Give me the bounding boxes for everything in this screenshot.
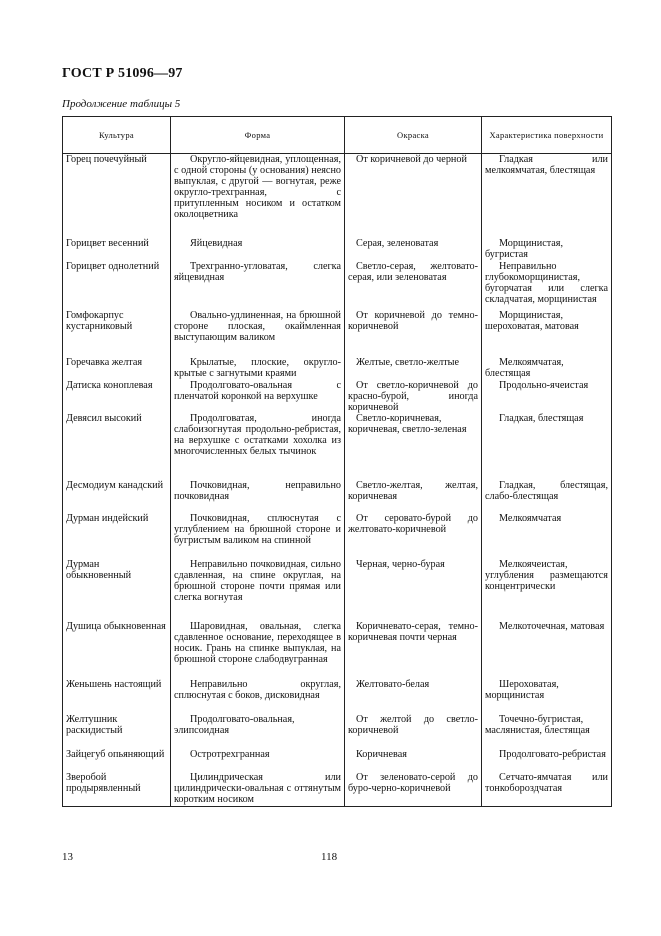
culture-cell (63, 749, 171, 772)
table-row (63, 480, 612, 513)
surface-cell-text: Мелкоямчатая, блестящая (485, 356, 564, 379)
color-cell-text: От желтой до светло-коричневой (348, 713, 478, 736)
culture-cell-text: Женьшень настоящий (66, 678, 162, 690)
shape-cell (171, 413, 345, 480)
table-row (63, 310, 612, 357)
shape-cell (171, 679, 345, 714)
culture-cell (63, 772, 171, 807)
color-cell-text: Черная, черно-бурая (356, 558, 445, 570)
culture-cell (63, 413, 171, 480)
surface-cell (482, 559, 612, 621)
color-cell-text: От светло-коричневой до красно-бурой, иногда коричневой (348, 379, 478, 413)
shape-cell-text: Продолговато-овальная, элипсоидная (174, 713, 295, 736)
table-row (63, 261, 612, 310)
culture-cell-text: Горицвет весенний (66, 237, 149, 249)
culture-cell-text: Датиска коноплевая (66, 379, 153, 391)
document-code: ГОСТ Р 51096—97 (62, 66, 183, 81)
page-number-left: 13 (62, 851, 73, 863)
color-cell (345, 714, 482, 749)
culture-cell (63, 679, 171, 714)
table-row (63, 679, 612, 714)
culture-cell-text: Дурман обыкновенный (66, 558, 132, 581)
culture-cell-text: Душица обыкновенная (66, 620, 166, 632)
color-cell-text: Желтые, светло-желтые (356, 356, 460, 368)
table-row (63, 621, 612, 679)
surface-cell-text: Продольно-ячеистая (499, 379, 589, 391)
color-cell-text: Светло-серая, желтовато-серая, или зеленоватая (348, 260, 478, 283)
culture-cell-text: Горицвет однолетний (66, 260, 160, 272)
shape-cell (171, 714, 345, 749)
culture-cell (63, 380, 171, 413)
table-row (63, 238, 612, 261)
table-row (63, 772, 612, 807)
surface-cell-text: Морщинистая, бугристая (485, 237, 564, 260)
color-cell-text: Желтовато-белая (356, 678, 430, 690)
shape-cell-text: Неправильно округлая, сплюснутая с боков, дисковидная (174, 678, 341, 701)
shape-cell (171, 154, 345, 238)
table-row (63, 513, 612, 559)
color-cell (345, 772, 482, 807)
table-header-row (63, 117, 612, 154)
surface-cell-text: Мелкоточечная, матовая (499, 620, 605, 632)
surface-cell (482, 480, 612, 513)
culture-cell (63, 310, 171, 357)
shape-cell (171, 380, 345, 413)
page-number-center: 118 (321, 851, 338, 863)
shape-cell (171, 261, 345, 310)
shape-cell (171, 559, 345, 621)
table-row (63, 559, 612, 621)
culture-cell (63, 559, 171, 621)
culture-cell (63, 513, 171, 559)
culture-cell-text: Зверобой продырявленный (66, 771, 141, 794)
color-cell-text: От коричневой до черной (356, 154, 467, 165)
culture-cell (63, 357, 171, 380)
shape-cell-text: Яйцевидная (190, 237, 243, 249)
shape-cell (171, 513, 345, 559)
surface-cell (482, 310, 612, 357)
shape-cell-text: Округло-яйцевидная, уплощенная, с одной стороны (у основания) неясно выпуклая, с другой — вогнутая, реже округло-трехгранная, с притупленным носиком и остатком околоцветника (174, 154, 341, 221)
surface-cell-text: Шероховатая, морщинистая (485, 678, 559, 701)
culture-cell (63, 621, 171, 679)
color-cell (345, 310, 482, 357)
surface-cell (482, 714, 612, 749)
color-cell-text: Серая, зеленоватая (356, 237, 439, 249)
surface-cell-text: Точечно-бугристая, маслянистая, блестящая (485, 713, 590, 736)
color-cell (345, 679, 482, 714)
culture-cell (63, 714, 171, 749)
shape-cell-text: Почковидная, сплюснутая с углублением на брюшной стороне и бугристым валиком на спинной (174, 512, 341, 546)
culture-cell (63, 480, 171, 513)
seed-characteristics-table (62, 116, 612, 807)
shape-cell (171, 310, 345, 357)
culture-cell-text: Горец почечуйный (66, 154, 147, 165)
surface-cell-text: Гладкая, блестящая (499, 412, 584, 424)
shape-cell-text: Овально-удлиненная, на брюшной стороне плоская, окаймленная выступающим валиком (174, 309, 341, 343)
surface-cell-text: Мелкоямчатая (499, 512, 562, 524)
color-cell-text: Светло-коричневая, коричневая, светло-зеленая (348, 412, 467, 435)
culture-cell-text: Дурман индейский (66, 512, 149, 524)
table-row (63, 154, 612, 238)
color-cell (345, 480, 482, 513)
surface-cell (482, 513, 612, 559)
surface-cell-text: Продолговато-ребристая (499, 748, 606, 760)
color-cell (345, 559, 482, 621)
column-header-surface: Характеристика поверхности (482, 117, 612, 154)
surface-cell (482, 261, 612, 310)
culture-cell (63, 261, 171, 310)
shape-cell-text: Продолговатая, иногда слабоизогнутая продольно-ребристая, на верхушке с остатками хохолка из многочисленных белых тычинок (174, 412, 341, 458)
color-cell-text: Коричневато-серая, темно-коричневая почти черная (348, 620, 478, 643)
color-cell (345, 621, 482, 679)
culture-cell-text: Девясил высокий (66, 412, 142, 424)
color-cell (345, 261, 482, 310)
table-row (63, 413, 612, 480)
culture-cell-text: Гомфокарпус кустарниковый (66, 309, 133, 332)
color-cell-text: От зеленовато-серой до буро-черно-коричневой (348, 771, 478, 794)
shape-cell-text: Трехгранно-угловатая, слегка яйцевидная (174, 260, 341, 283)
color-cell-text: От коричневой до темно-коричневой (348, 309, 478, 332)
shape-cell-text: Остротрехгранная (190, 748, 270, 760)
surface-cell (482, 413, 612, 480)
surface-cell (482, 621, 612, 679)
surface-cell-text: Сетчато-ямчатая или тонкобороздчатая (485, 771, 608, 794)
shape-cell (171, 621, 345, 679)
table-row (63, 749, 612, 772)
color-cell-text: Коричневая (356, 748, 407, 760)
color-cell (345, 513, 482, 559)
shape-cell-text: Шаровидная, овальная, слегка сдавленное основание, переходящее в носик. Грань на спинке выпуклая, на брюшной стороне слабодвугранная (174, 620, 341, 666)
shape-cell (171, 772, 345, 807)
column-header-shape: Форма (171, 117, 345, 154)
culture-cell (63, 154, 171, 238)
surface-cell (482, 772, 612, 807)
culture-cell-text: Зайцегуб опьяняющий (66, 748, 165, 760)
surface-cell-text: Мелкоячеистая, углубления размещаются концентрически (485, 558, 608, 592)
shape-cell (171, 238, 345, 261)
color-cell (345, 380, 482, 413)
shape-cell-text: Неправильно почковидная, сильно сдавленная, на спине округлая, на брюшной стороне почти прямая или слегка вогнутая (174, 558, 341, 604)
shape-cell-text: Продолговато-овальная с пленчатой коронкой на верхушке (174, 379, 341, 402)
color-cell-text: От серовато-бурой до желтовато-коричневой (348, 512, 478, 535)
surface-cell-text: Гладкая, блестящая, слабо-блестящая (485, 479, 608, 502)
surface-cell (482, 154, 612, 238)
surface-cell-text: Неправильно глубокоморщинистая, бугорчатая или слегка складчатая, морщинистая (485, 260, 608, 305)
column-header-color: Окраска (345, 117, 482, 154)
color-cell (345, 413, 482, 480)
table-row (63, 380, 612, 413)
shape-cell-text: Почковидная, неправильно почковидная (174, 479, 341, 502)
surface-cell (482, 380, 612, 413)
shape-cell-text: Крылатые, плоские, округло-крытые с загнутыми краями (174, 356, 341, 379)
color-cell (345, 154, 482, 238)
table-row (63, 357, 612, 380)
color-cell (345, 749, 482, 772)
culture-cell-text: Десмодиум канадский (66, 479, 164, 491)
table-row (63, 714, 612, 749)
shape-cell (171, 480, 345, 513)
surface-cell (482, 749, 612, 772)
surface-cell-text: Морщинистая, шероховатая, матовая (485, 309, 579, 332)
surface-cell (482, 357, 612, 380)
color-cell (345, 238, 482, 261)
surface-cell (482, 238, 612, 261)
culture-cell-text: Горечавка желтая (66, 356, 143, 368)
surface-cell-text: Гладкая или мелкоямчатая, блестящая (485, 154, 608, 177)
column-header-culture: Культура (63, 117, 171, 154)
culture-cell-text: Желтушник раскидистый (66, 713, 123, 736)
shape-cell (171, 357, 345, 380)
culture-cell (63, 238, 171, 261)
shape-cell (171, 749, 345, 772)
shape-cell-text: Цилиндрическая или цилиндрически-овальная с оттянутым коротким носиком (174, 771, 341, 805)
surface-cell (482, 679, 612, 714)
color-cell-text: Светло-желтая, желтая, коричневая (348, 479, 478, 502)
color-cell (345, 357, 482, 380)
table-continuation-caption: Продолжение таблицы 5 (62, 98, 181, 110)
